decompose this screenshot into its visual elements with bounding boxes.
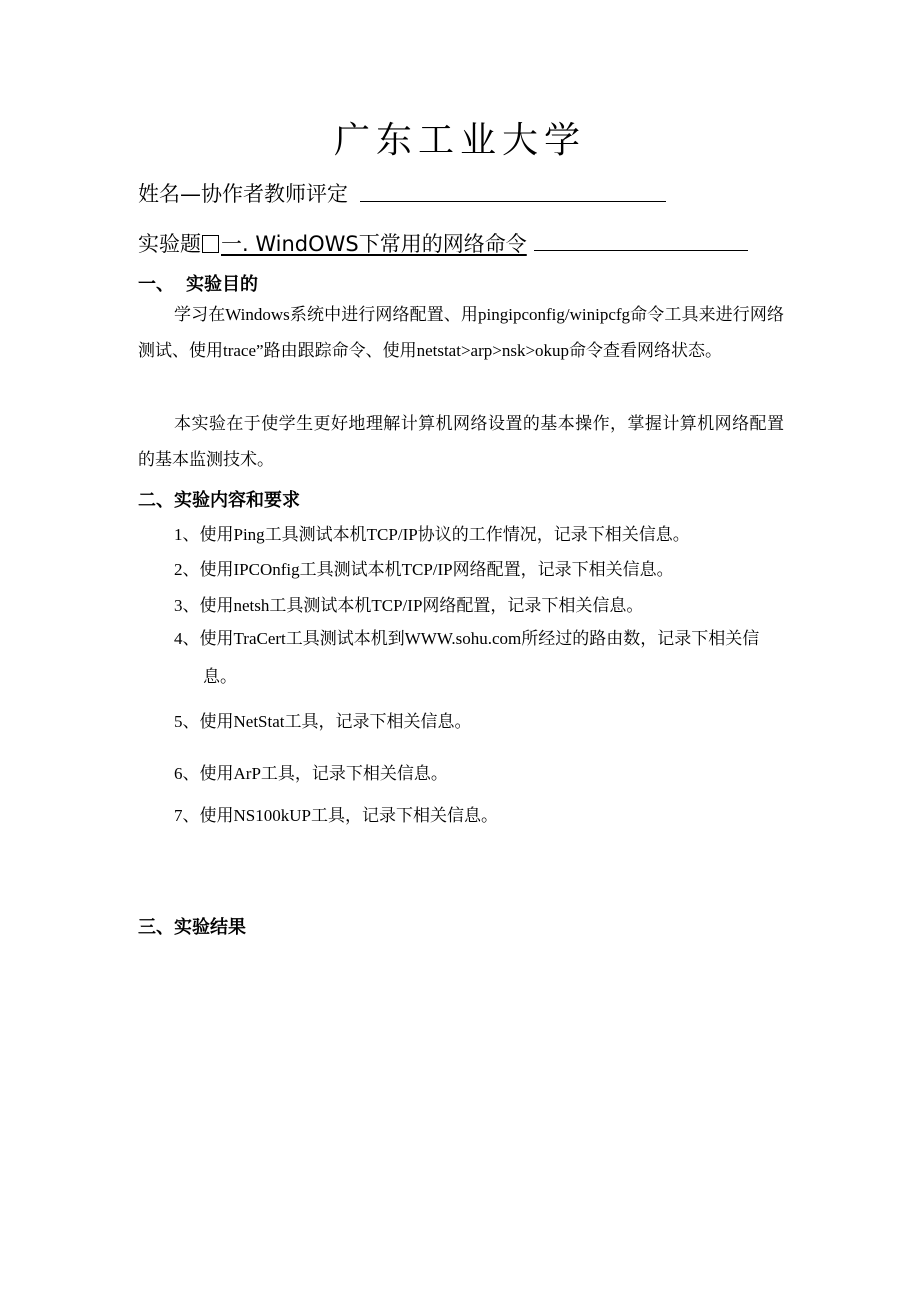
experiment-title: 一. WindOWS下常用的网络命令 bbox=[221, 232, 527, 256]
name-evaluation-label: 姓名—协作者教师评定 bbox=[138, 182, 348, 206]
checkbox-glyph-icon bbox=[202, 235, 219, 253]
purpose-paragraph-2: 本实验在于使学生更好地理解计算机网络设置的基本操作，掌握计算机网络配置的基本监测技术。 bbox=[138, 414, 784, 469]
section-purpose-heading: 实验目的 bbox=[186, 274, 258, 295]
experiment-title-blank-line bbox=[534, 250, 748, 251]
evaluation-blank-line bbox=[360, 201, 666, 202]
experiment-title-line bbox=[138, 228, 527, 258]
purpose-paragraph-1: 学习在Windows系统中进行网络配置、用pingipconfig/winipcfg命令工具来进行网络测试、使用trace”路由跟踪命令、使用netstat>arp>nsk>okup命令查看网络状态。 bbox=[138, 305, 784, 360]
section-results-heading: 三、实验结果 bbox=[138, 917, 246, 938]
content-item-6: 6、使用ArP工具，记录下相关信息。 bbox=[174, 764, 448, 783]
content-item-1: 1、使用Ping工具测试本机TCP/IP协议的工作情况，记录下相关信息。 bbox=[174, 525, 690, 544]
content-item-3: 3、使用netsh工具测试本机TCP/IP网络配置，记录下相关信息。 bbox=[174, 596, 644, 615]
content-item-2: 2、使用IPCOnfig工具测试本机TCP/IP网络配置，记录下相关信息。 bbox=[174, 560, 674, 579]
document-title: 广东工业大学 bbox=[333, 120, 586, 161]
content-item-5: 5、使用NetStat工具，记录下相关信息。 bbox=[174, 712, 472, 731]
content-item-4-text: 4、使用TraCert工具测试本机到WWW.sohu.com所经过的路由数，记录下相关信息。 bbox=[174, 629, 760, 686]
content-item-7: 7、使用NS100kUP工具，记录下相关信息。 bbox=[174, 806, 498, 825]
section-content-heading: 二、实验内容和要求 bbox=[138, 490, 300, 511]
content-item-4 bbox=[174, 620, 786, 696]
experiment-prefix: 实验题 bbox=[138, 232, 201, 256]
section-purpose-number: 一、 bbox=[138, 274, 174, 295]
